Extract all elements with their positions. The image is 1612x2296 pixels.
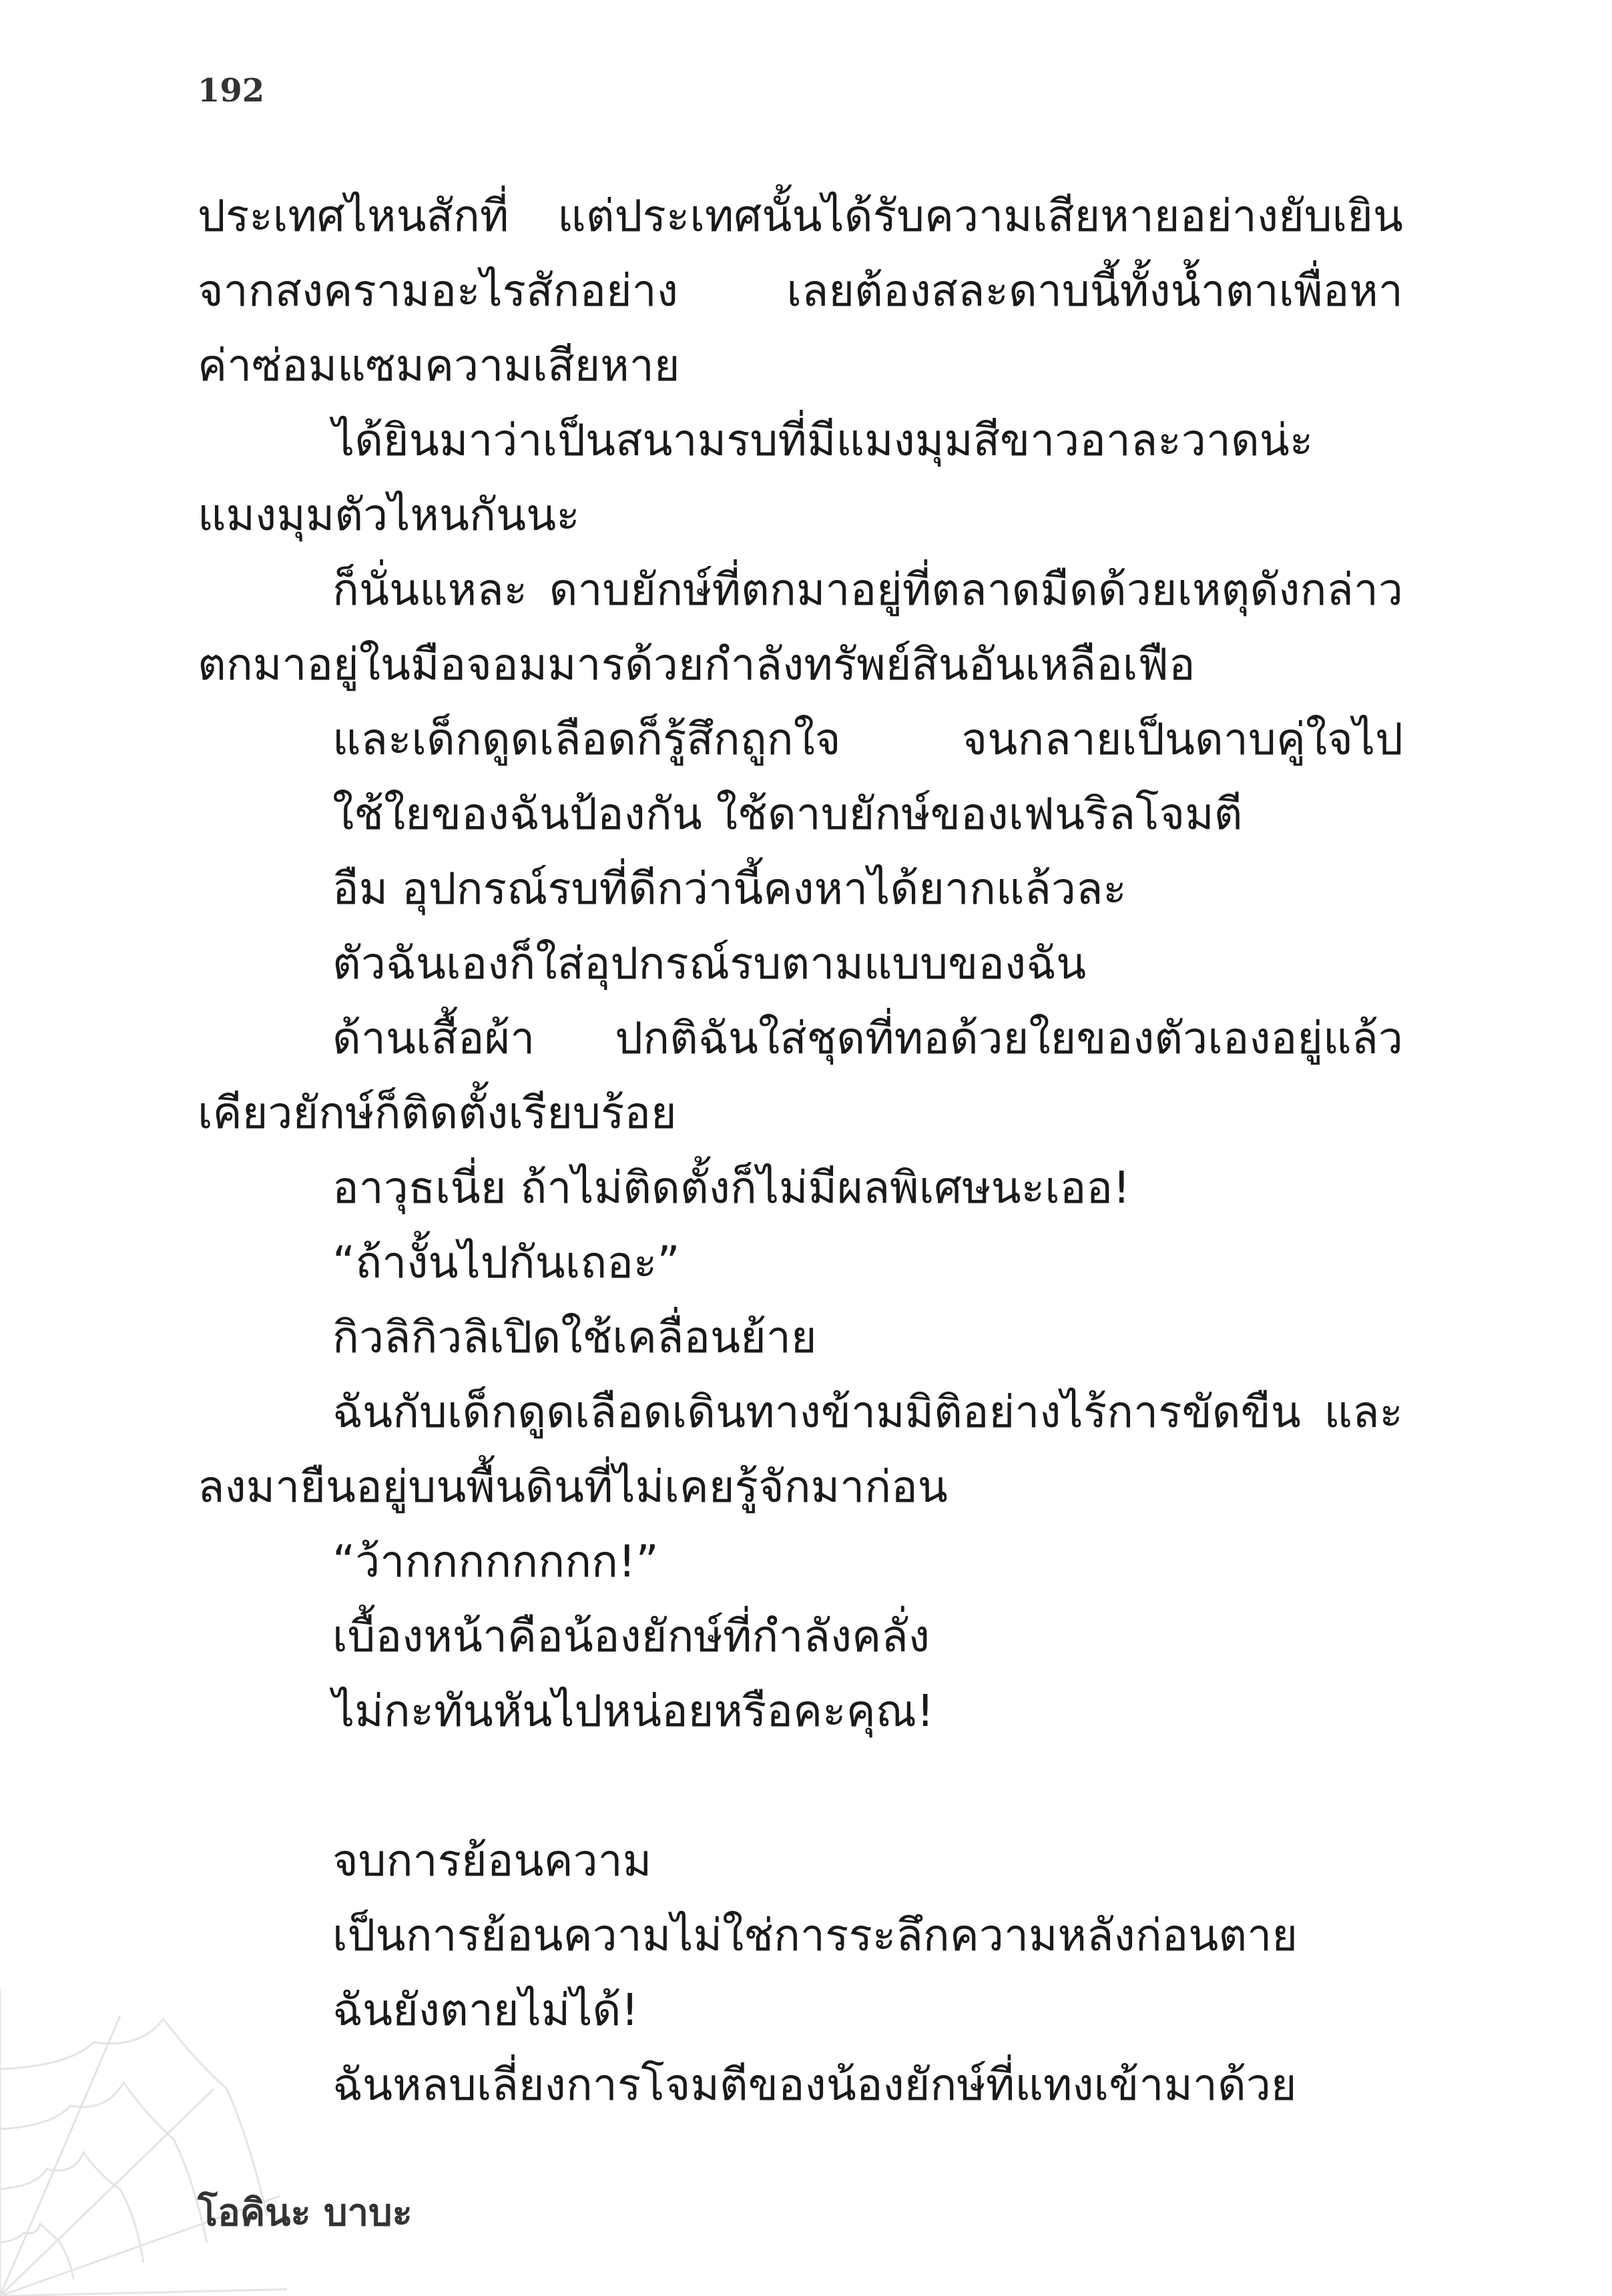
text-line: เบื้องหน้าคือน้องยักษ์ที่กำลังคลั่ง [332,1611,930,1662]
text-line: ตกมาอยู่ในมือจอมมารด้วยกำลังทรัพย์สินอันเหลือเฟือ [198,639,1195,690]
text-line: และเด็กดูดเลือดก็รู้สึกถูกใจ จนกลายเป็นดาบคู่ใจไป [332,713,1403,765]
text-line: “ว้ากกกกกกกก!” [332,1536,659,1587]
text-line: ฉันกับเด็กดูดเลือดเดินทางข้ามมิติอย่างไร้การขัดขืน และ [332,1386,1403,1438]
text-line: ใช้ใยของฉันป้องกัน ใช้ดาบยักษ์ของเฟนริลโจมตี [332,788,1243,840]
text-line: ลงมายืนอยู่บนพื้นดินที่ไม่เคยรู้จักมาก่อน [198,1461,948,1512]
text-line: เป็นการย้อนความไม่ใช่การระลึกความหลังก่อนตาย [332,1910,1298,1961]
text-line: แมงมุมตัวไหนกันนะ [198,489,580,541]
text-line: ก็นั่นแหละ ดาบยักษ์ที่ตกมาอยู่ที่ตลาดมืดด้วยเหตุดังกล่าว [332,564,1403,615]
body-text [198,179,1403,2122]
text-line: ด้านเสื้อผ้า ปกติฉันใส่ชุดที่ทอด้วยใยของตัวเองอยู่แล้ว [332,1013,1403,1064]
text-line: ประเทศไหนสักที่ แต่ประเทศนั้นได้รับความเสียหายอย่างยับเยิน [198,190,1403,242]
text-line: อืม อุปกรณ์รบที่ดีกว่านี้คงหาได้ยากแล้วละ [332,863,1127,914]
text-line: จากสงครามอะไรสักอย่าง เลยต้องสละดาบนี้ทั้งน้ำตาเพื่อหา [198,265,1403,316]
text-line: ไม่กะทันหันไปหน่อยหรือคะคุณ! [332,1685,934,1737]
text-line: อาวุธเนี่ย ถ้าไม่ติดตั้งก็ไม่มีผลพิเศษนะเออ! [332,1162,1131,1213]
text-line: “ถ้างั้นไปกันเถอะ” [332,1237,680,1288]
spider-web-icon [0,1976,287,2296]
page-number: 192 [198,72,265,109]
text-line: ฉันยังตายไม่ได้! [332,1984,639,2036]
author-name: โอคินะ บาบะ [198,2191,413,2235]
text-line: ค่าซ่อมแซมความเสียหาย [198,340,680,391]
text-line: ฉันหลบเลี่ยงการโจมตีของน้องยักษ์ที่แทงเข้ามาด้วย [332,2059,1297,2110]
text-line: เคียวยักษ์ก็ติดตั้งเรียบร้อย [198,1087,677,1139]
text-line: ได้ยินมาว่าเป็นสนามรบที่มีแมงมุมสีขาวอาละวาดน่ะ [332,414,1314,466]
text-line [198,1749,1403,1823]
text-line: จบการย้อนความ [332,1835,652,1886]
text-line: ตัวฉันเองก็ใส่อุปกรณ์รบตามแบบของฉัน [332,938,1087,989]
text-line: กิวลิกิวลิเปิดใช้เคลื่อนย้าย [332,1312,817,1363]
